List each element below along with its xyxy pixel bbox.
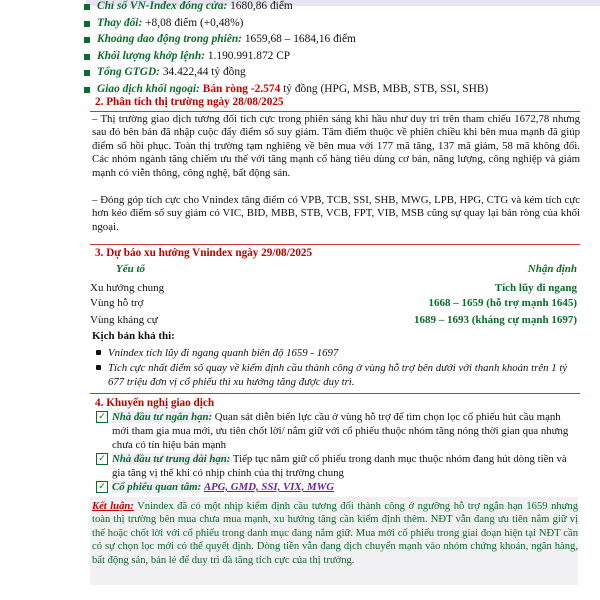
section-title-forecast: 3. Dự báo xu hướng Vnindex ngày 29/08/2025: [95, 247, 313, 259]
scenario-item: Tích cực nhất điểm số quay về kiểm định cầu thành công ở vùng hỗ trợ bên dưới với thanh khoản trên 1 tỷ 677 triệu đơn vị cổ phiếu thì xu hướng tăng được duy trì.: [108, 361, 578, 389]
summary-item: Chỉ số VN-Index đóng cửa: 1680,86 điểm: [97, 0, 577, 15]
bullet-icon: [84, 4, 90, 10]
bullet-icon: [84, 54, 90, 60]
summary-item-foreign: Giao dịch khối ngoại: Bán ròng -2.574 tỷ đồng (HPG, MSB, MBB, STB, SSI, SHB): [97, 81, 577, 98]
summary-item: Thay đổi: +8,08 điểm (+0,48%): [97, 15, 577, 32]
analysis-paragraph-1: – Thị trường giao dịch tương đối tích cực trong phiên sáng khi hầu như duy trì trên tham chiếu 1672,78 nhưng sau đó bên bán đã nhập cuộc đẩy điểm số suy giảm. Tâm điểm thuộc về phiên chiều khi bên mua mạnh đã giúp điểm số hồi phục. Toàn thị trường tạm nghiêng về bên mua với 177 mã tăng, 137 mã giảm, 58 mã không đổi. Các nhóm ngành tăng chiếm ưu thế với tăng mạnh cổ hàng tiêu dùng cơ bản, năng lượng, công nghiệp và giảm mạnh có viễn thông, công nghệ, bất động sản.: [92, 113, 580, 179]
bullet-icon: [96, 350, 101, 355]
forecast-table-header: [90, 261, 577, 277]
market-summary-list: [97, 0, 577, 98]
forecast-row: Vùng hỗ trợ 1668 – 1659 (hỗ trợ mạnh 1645): [90, 297, 577, 309]
check-icon: ✓: [96, 481, 108, 493]
section-title-recommendation: 4. Khuyến nghị giao dịch: [95, 397, 215, 409]
watchlist-tickers: APG, GMD, SSI, VIX, MWG: [203, 481, 335, 493]
conclusion-label: Kết luận:: [92, 501, 134, 512]
check-icon: ✓: [96, 411, 108, 423]
conclusion-text: Kết luận: Vnindex đã có một nhịp kiểm định cầu tương đối thành công ở ngưỡng hỗ trợ ngắn hạn 1659 nhưng toàn thị trường bên mua chưa mua mạnh, xu hướng tăng cần kiểm định thêm. NĐT vẫn đang ưu tiên nắm giữ vị thế hoặc chốt lời với cổ phiếu trong danh mục đang nắm giữ. Mua mới cổ phiếu trong giai đoạn hiện tại NĐT cần có sự chọn lọc mới có thể quyết định. Dòng tiền vẫn đang dịch chuyển mạnh vào nhóm chứng khoán, ngân hàng, bất động sản, bán lẻ để duy trì đà tăng tích cực của thị trường.: [92, 501, 578, 566]
summary-item: Khoảng dao động trong phiên: 1659,68 – 1684,16 điểm: [97, 31, 577, 48]
bullet-icon: [84, 21, 90, 27]
assessment-column-header: Nhận định: [527, 263, 577, 275]
scenario-label: Kịch bản khả thi:: [92, 330, 175, 342]
summary-item: Khối lượng khớp lệnh: 1.190.991.872 CP: [97, 48, 577, 65]
bullet-icon: [84, 70, 90, 76]
section-divider: [90, 393, 580, 394]
bullet-icon: [84, 87, 90, 93]
analysis-paragraph-2: – Đóng góp tích cực cho Vnindex tăng điểm có VPB, TCB, SSI, SHB, MWG, LPB, HPG, CTG và kém tích cực hơn kéo điểm số suy giảm có VIC, BID, MBB, STB, VCB, FPT, VIB, MSB cũng sự quay lại bán ròng của khối ngoại.: [92, 194, 580, 233]
summary-item: Tổng GTGD: 34.422,44 tỷ đồng: [97, 64, 577, 81]
watchlist: ✓ Cổ phiếu quan tâm: APG, GMD, SSI, VIX, MWG: [112, 480, 578, 494]
bullet-icon: [96, 365, 101, 370]
factor-column-header: Yếu tố: [116, 263, 146, 275]
section-divider: [90, 244, 580, 245]
forecast-row: Vùng kháng cự 1689 – 1693 (kháng cự mạnh 1697): [90, 314, 577, 326]
section-divider: [90, 111, 580, 112]
recommendation-short-term: ✓ Nhà đầu tư ngắn hạn: Quan sát diễn biến lực cầu ở vùng hỗ trợ để tìm chọn lọc cổ phiếu hút cầu mạnh mới tham gia mua mới, ưu tiên chốt lời/ nắm giữ với cổ phiếu thuộc nhóm tăng nóng thời gian qua nhưng chưa có tín hiệu bán mạnh: [112, 410, 578, 452]
check-icon: ✓: [96, 453, 108, 465]
section-title-analysis: 2. Phân tích thị trường ngày 28/08/2025: [95, 96, 284, 108]
scenario-item: Vnindex tích lũy đi ngang quanh biên độ 1659 - 1697: [108, 346, 578, 360]
recommendation-long-term: ✓ Nhà đầu tư trung dài hạn: Tiếp tục nắm giữ cổ phiếu trong danh mục thuộc nhóm đang hút dòng tiền và gia tăng vị thế khi có nhịp chỉnh của thị trường chung: [112, 452, 578, 480]
bullet-icon: [84, 37, 90, 43]
forecast-row: Xu hướng chung Tích lũy đi ngang: [90, 282, 577, 294]
